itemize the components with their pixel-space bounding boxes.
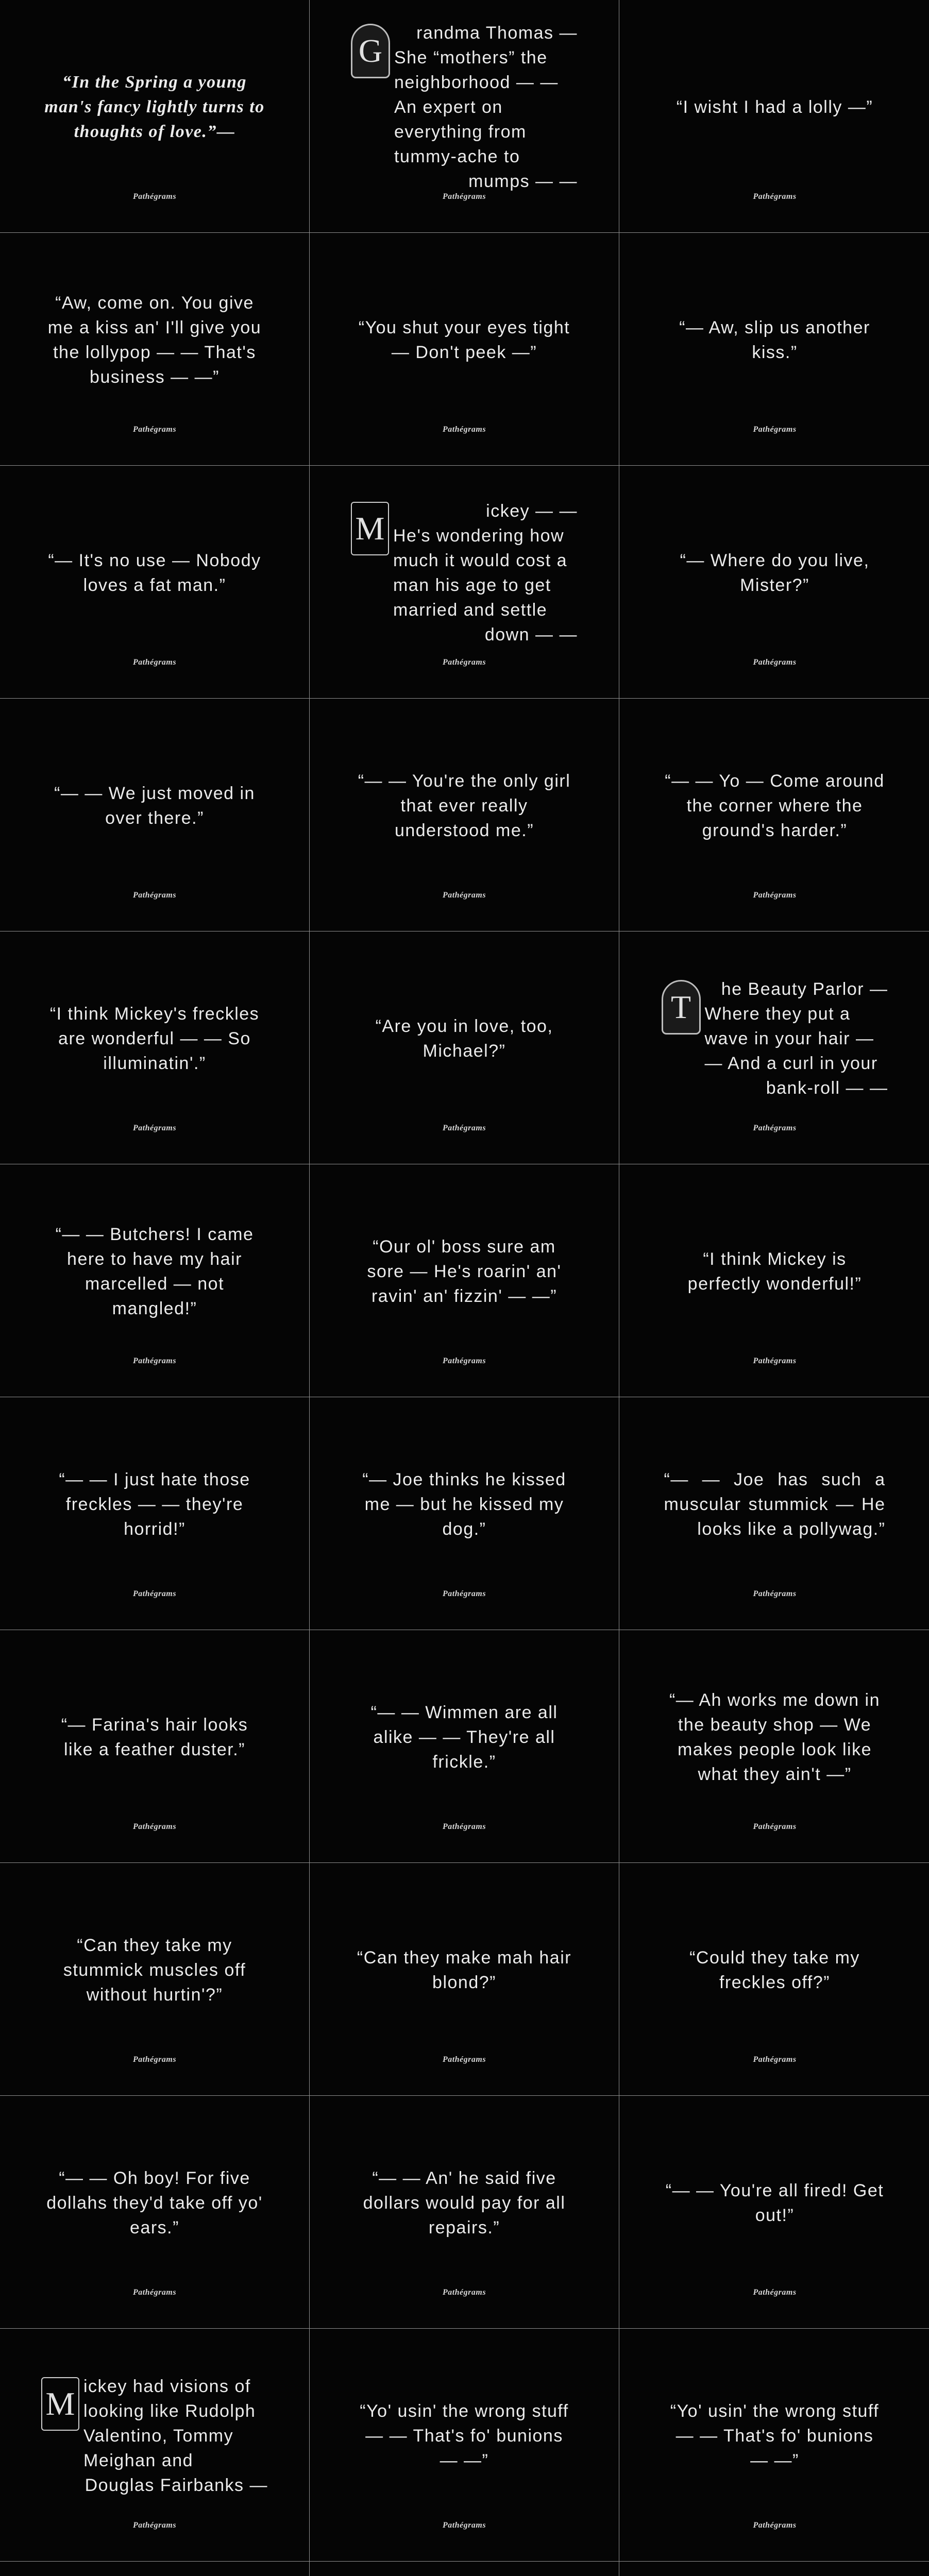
title-card (0, 1397, 309, 1630)
studio-logo: Pathégrams (753, 1589, 797, 1598)
studio-logo: Pathégrams (132, 425, 177, 434)
studio-logo: Pathégrams (132, 1357, 177, 1365)
caption-text: “— Ah works me down in the beauty shop — We makes people look like what they ain't —” (669, 1690, 881, 1784)
decorative-initial-icon: M (351, 502, 389, 555)
studio-logo: Pathégrams (753, 1124, 797, 1132)
title-card (0, 233, 309, 465)
caption-text: “I think Mickey's freckles are wonderful — — So illuminatin'.” (49, 1004, 260, 1073)
title-card (0, 699, 309, 931)
title-card-paragraph (41, 2374, 268, 2498)
caption-text: “I wisht I had a lolly —” (676, 97, 873, 117)
studio-logo: Pathégrams (442, 192, 486, 201)
caption-text: ickey had visions of looking like Rudolph Valentino, Tommy Meighan and Douglas Fairbanks — (83, 2376, 268, 2495)
caption-text: “Can they make mah hair blond?” (357, 1947, 572, 1992)
caption-text: “Yo' usin' the wrong stuff — — That's fo' bunions — —” (670, 2401, 880, 2470)
studio-logo: Pathégrams (442, 1357, 486, 1365)
caption-text: ickey — — He's wondering how much it would cost a man his age to get married and settle down — — (393, 501, 578, 645)
studio-logo: Pathégrams (753, 425, 797, 434)
studio-logo: Pathégrams (442, 1822, 486, 1831)
studio-logo: Pathégrams (753, 891, 797, 900)
title-card (310, 1164, 619, 1397)
studio-logo: Pathégrams (442, 658, 486, 667)
caption-text: “— — Yo — Come around the corner where the ground's harder.” (665, 771, 885, 840)
title-card (310, 233, 619, 465)
studio-logo: Pathégrams (132, 192, 177, 201)
title-card-paragraph (662, 977, 888, 1100)
caption-text: “— — Oh boy! For five dollahs they'd take off yo' ears.” (46, 2168, 263, 2238)
studio-logo: Pathégrams (753, 2288, 797, 2297)
title-card (619, 0, 929, 232)
studio-logo: Pathégrams (132, 658, 177, 667)
title-card (310, 466, 619, 698)
title-card (310, 1863, 619, 2095)
caption-text: “Aw, come on. You give me a kiss an' I'll give you the lollypop — — That's business — —” (47, 293, 262, 387)
studio-logo: Pathégrams (442, 2288, 486, 2297)
caption-text: “Could they take my freckles off?” (689, 1947, 860, 1992)
studio-logo: Pathégrams (753, 192, 797, 201)
studio-logo: Pathégrams (753, 2521, 797, 2530)
studio-logo: Pathégrams (753, 2055, 797, 2064)
caption-text: “— — We just moved in over there.” (54, 783, 255, 828)
title-card (619, 931, 929, 1164)
title-card (310, 2096, 619, 2328)
title-card (619, 699, 929, 931)
caption-text: “Can they take my stummick muscles off without hurtin'?” (63, 1935, 246, 2005)
caption-text: “— — Wimmen are all alike — — They're all frickle.” (370, 1702, 558, 1772)
title-card (619, 233, 929, 465)
title-card (310, 699, 619, 931)
caption-text: “— — An' he said five dollars would pay for all repairs.” (363, 2168, 566, 2238)
studio-logo: Pathégrams (442, 2055, 486, 2064)
title-card (0, 1630, 309, 1862)
caption-text: he Beauty Parlor — Where they put a wave in your hair — — And a curl in your bank-roll — — (704, 979, 888, 1098)
studio-logo: Pathégrams (132, 2521, 177, 2530)
title-card (619, 2329, 929, 2561)
title-card (310, 2562, 619, 2576)
title-card (0, 1863, 309, 2095)
studio-logo: Pathégrams (753, 1357, 797, 1365)
title-card (0, 2329, 309, 2561)
decorative-initial-icon: T (662, 980, 701, 1035)
title-card (0, 931, 309, 1164)
caption-text: “— Where do you live, Mister?” (680, 550, 870, 595)
title-card (310, 0, 619, 232)
caption-text: “In the Spring a young man's fancy lightly turns to thoughts of love.”— (44, 72, 265, 141)
title-card (619, 1164, 929, 1397)
title-card (310, 1630, 619, 1862)
caption-text: “— — Joe has such a muscular stummick — He looks like a pollywag.” (664, 1469, 886, 1539)
title-card (0, 466, 309, 698)
title-card (619, 2096, 929, 2328)
title-card (619, 1863, 929, 2095)
caption-text: “You shut your eyes tight — Don't peek —” (358, 317, 570, 362)
caption-text: “— — You're all fired! Get out!” (665, 2180, 884, 2225)
caption-text: “Are you in love, too, Michael?” (375, 1016, 553, 1061)
caption-text: “I think Mickey is perfectly wonderful!” (687, 1249, 862, 1294)
studio-logo: Pathégrams (753, 658, 797, 667)
studio-logo: Pathégrams (132, 2288, 177, 2297)
title-card (619, 2562, 929, 2576)
studio-logo: Pathégrams (132, 2055, 177, 2064)
studio-logo: Pathégrams (442, 1124, 486, 1132)
title-card-paragraph (351, 21, 578, 194)
caption-text: “— Joe thinks he kissed me — but he kissed my dog.” (362, 1469, 566, 1539)
title-card (619, 1397, 929, 1630)
caption-text: “— — I just hate those freckles — — they're horrid!” (59, 1469, 250, 1539)
studio-logo: Pathégrams (442, 1589, 486, 1598)
caption-text: “— — You're the only girl that ever really understood me.” (358, 771, 571, 840)
title-card-paragraph (351, 499, 578, 647)
caption-text: “— It's no use — Nobody loves a fat man.” (48, 550, 261, 595)
studio-logo: Pathégrams (442, 425, 486, 434)
caption-text: “— — Butchers! I came here to have my hair marcelled — not mangled!” (55, 1224, 254, 1318)
title-card (310, 1397, 619, 1630)
title-card (619, 466, 929, 698)
studio-logo: Pathégrams (753, 1822, 797, 1831)
decorative-initial-icon: G (351, 24, 390, 78)
caption-text: “— Aw, slip us another kiss.” (679, 317, 870, 362)
decorative-initial-icon: M (41, 2377, 79, 2431)
studio-logo: Pathégrams (442, 891, 486, 900)
title-card (0, 2562, 309, 2576)
caption-text: randma Thomas — She “mothers” the neighborhood — — An expert on everything from tummy-ache to mumps — — (394, 23, 578, 191)
caption-text: “Yo' usin' the wrong stuff — — That's fo' bunions — —” (360, 2401, 569, 2470)
caption-text: “Our ol' boss sure am sore — He's roarin' an' ravin' an' fizzin' — —” (367, 1236, 562, 1306)
title-card (310, 931, 619, 1164)
studio-logo: Pathégrams (442, 2521, 486, 2530)
title-card (619, 1630, 929, 1862)
studio-logo: Pathégrams (132, 1124, 177, 1132)
title-card (0, 2096, 309, 2328)
studio-logo: Pathégrams (132, 1589, 177, 1598)
studio-logo: Pathégrams (132, 1822, 177, 1831)
title-card (0, 0, 309, 232)
caption-text: “— Farina's hair looks like a feather duster.” (61, 1715, 248, 1759)
title-card (310, 2329, 619, 2561)
title-card (0, 1164, 309, 1397)
studio-logo: Pathégrams (132, 891, 177, 900)
